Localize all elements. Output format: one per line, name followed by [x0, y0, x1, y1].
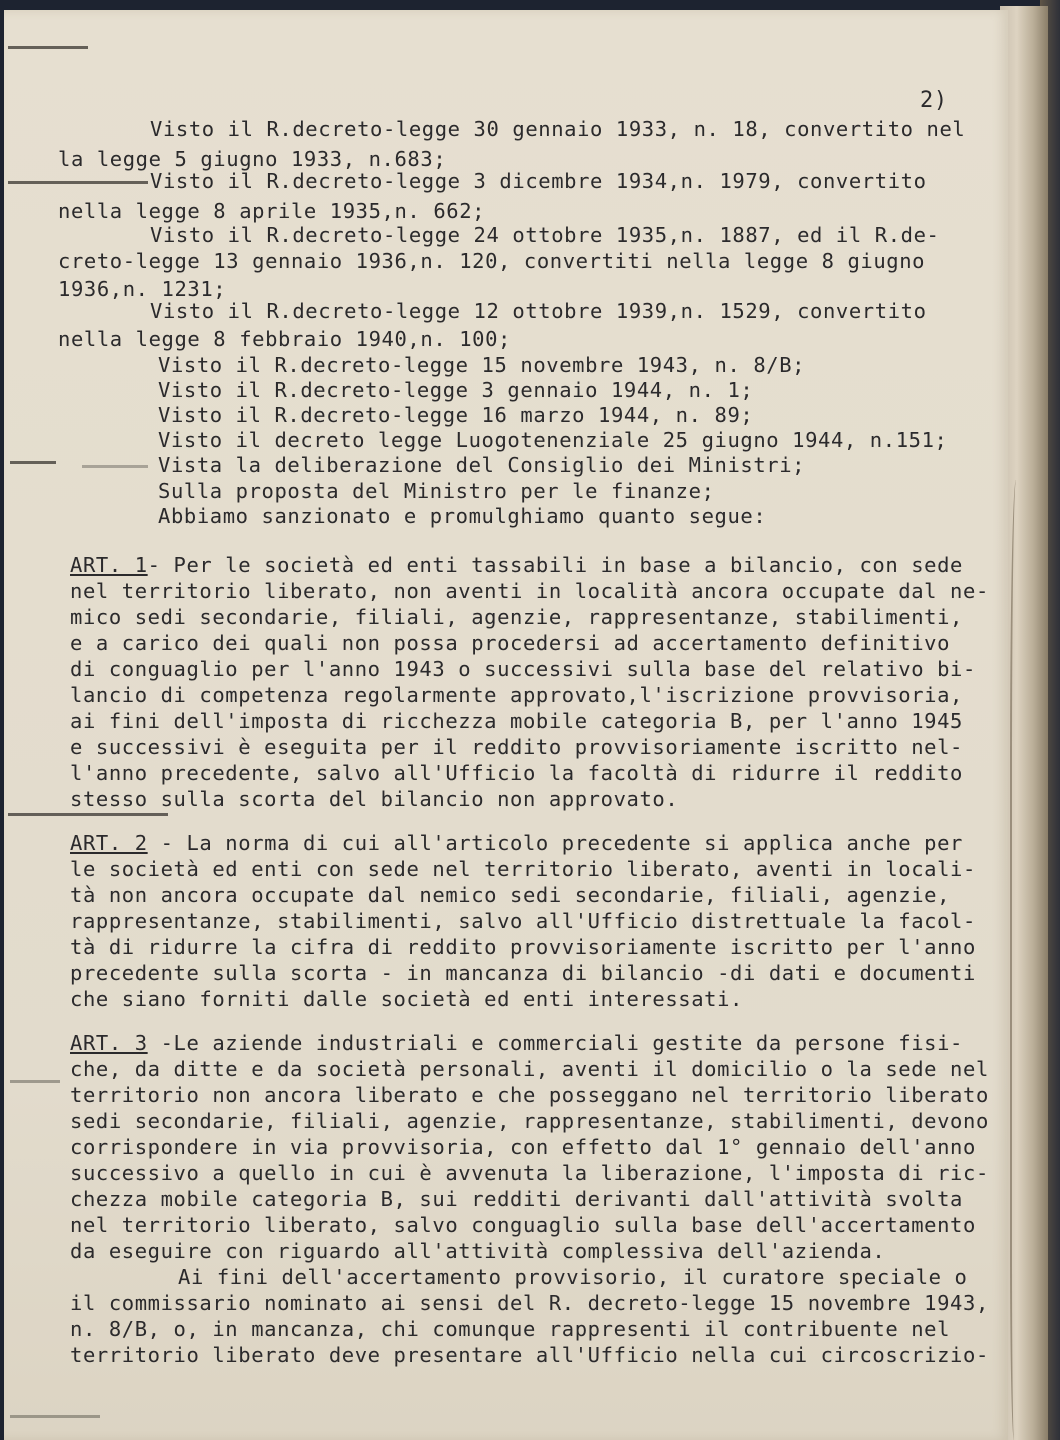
- article-3-first-line: ART. 3 -Le aziende industriali e commerciali gestite da persone fisi-: [70, 1031, 964, 1055]
- preamble-line: Abbiamo sanzionato e promulghiamo quanto segue:: [158, 504, 767, 528]
- preamble-line: nella legge 8 febbraio 1940,n. 100;: [58, 327, 511, 351]
- article-1-line: e a carico dei quali non possa procedersi ad accertamento definitivo: [70, 631, 951, 655]
- preamble-line: Visto il R.decreto-legge 15 novembre 1943, n. 8/B;: [158, 353, 806, 377]
- article-1-line: mico sedi secondarie, filiali, agenzie, rappresentanze, stabilimenti,: [70, 605, 964, 629]
- article-1-line: nel territorio liberato, non aventi in località ancora occupate dal ne-: [70, 579, 989, 603]
- preamble-line: la legge 5 giugno 1933, n.683;: [58, 147, 447, 171]
- preamble-line: nella legge 8 aprile 1935,n. 662;: [58, 199, 486, 223]
- article-1-line: lancio di competenza regolarmente approvato,l'iscrizione provvisoria,: [70, 683, 964, 707]
- article-2-line: rappresentanze, stabilimenti, salvo all'Ufficio distrettuale la facol-: [70, 909, 976, 933]
- preamble-line: Visto il R.decreto-legge 12 ottobre 1939,n. 1529, convertito: [150, 299, 927, 323]
- article-2-line: che siano forniti dalle società ed enti interessati.: [70, 987, 743, 1011]
- preamble-line: Visto il R.decreto-legge 16 marzo 1944, n. 89;: [158, 403, 754, 427]
- article-3-line: sedi secondarie, filiali, agenzie, rappresentanze, stabilimenti, devono: [70, 1109, 989, 1133]
- article-3-line: corrispondere in via provvisoria, con effetto dal 1° gennaio dell'anno: [70, 1135, 976, 1159]
- article-3-line: territorio non ancora liberato e che posseggano nel territorio liberato: [70, 1083, 989, 1107]
- article-2-label: ART. 2: [70, 831, 148, 855]
- article-1-first-line: ART. 1- Per le società ed enti tassabili in base a bilancio, con sede: [70, 553, 964, 577]
- article-1-line: ai fini dell'imposta di ricchezza mobile categoria B, per l'anno 1945: [70, 709, 964, 733]
- article-3-line: il commissario nominato ai sensi del R. decreto-legge 15 novembre 1943,: [70, 1291, 989, 1315]
- preamble-line: Vista la deliberazione del Consiglio dei Ministri;: [158, 453, 806, 477]
- article-3-line: chezza mobile categoria B, sui redditi derivanti dall'attività svolta: [70, 1187, 964, 1211]
- article-3-line: che, da ditte e da società personali, aventi il domicilio o la sede nel: [70, 1057, 989, 1081]
- article-1-line: l'anno precedente, salvo all'Ufficio la facoltà di ridurre il reddito: [70, 761, 964, 785]
- paper-tear: [1010, 480, 1030, 1440]
- page-number: 2): [920, 88, 948, 113]
- article-3-label: ART. 3: [70, 1031, 148, 1055]
- article-2-line: tà non ancora occupate dal nemico sedi secondarie, filiali, agenzie,: [70, 883, 951, 907]
- article-3-line: da eseguire con riguardo all'attività complessiva dell'azienda.: [70, 1239, 886, 1263]
- article-2-line: le società ed enti con sede nel territorio liberato, aventi in locali-: [70, 857, 976, 881]
- preamble-line: Sulla proposta del Ministro per le finanze;: [158, 479, 715, 503]
- preamble-line: creto-legge 13 gennaio 1936,n. 120, convertiti nella legge 8 giugno: [58, 249, 926, 273]
- preamble-line: Visto il decreto legge Luogotenenziale 25 giugno 1944, n.151;: [158, 428, 948, 452]
- article-2-line: tà di ridurre la cifra di reddito provvisoriamente iscritto per l'anno: [70, 935, 976, 959]
- preamble-line: Visto il R.decreto-legge 30 gennaio 1933, n. 18, convertito nel: [150, 117, 966, 141]
- preamble-line: Visto il R.decreto-legge 3 dicembre 1934,n. 1979, convertito: [150, 169, 927, 193]
- article-3-line: Ai fini dell'accertamento provvisorio, il curatore speciale o: [178, 1265, 968, 1289]
- article-2-first-line: ART. 2 - La norma di cui all'articolo precedente si applica anche per: [70, 831, 964, 855]
- article-1-line: stesso sulla scorta del bilancio non approvato.: [70, 787, 679, 811]
- preamble-line: Visto il R.decreto-legge 3 gennaio 1944, n. 1;: [158, 378, 754, 402]
- article-1-label: ART. 1: [70, 553, 148, 577]
- article-3-line: successivo a quello in cui è avvenuta la liberazione, l'imposta di ric-: [70, 1161, 989, 1185]
- article-3-line: nel territorio liberato, salvo conguaglio sulla base dell'accertamento: [70, 1213, 976, 1237]
- article-1-line: e successivi è eseguita per il reddito provvisoriamente iscritto nel-: [70, 735, 964, 759]
- article-1-line: di conguaglio per l'anno 1943 o successivi sulla base del relativo bi-: [70, 657, 976, 681]
- article-3-line: n. 8/B, o, in mancanza, chi comunque rappresenti il contribuente nel: [70, 1317, 951, 1341]
- preamble-line: 1936,n. 1231;: [58, 277, 227, 301]
- article-3-line: territorio liberato deve presentare all'Ufficio nella cui circoscrizio-: [70, 1343, 989, 1367]
- preamble-line: Visto il R.decreto-legge 24 ottobre 1935,n. 1887, ed il R.de-: [150, 223, 940, 247]
- article-2-line: precedente sulla scorta - in mancanza di bilancio -di dati e documenti: [70, 961, 976, 985]
